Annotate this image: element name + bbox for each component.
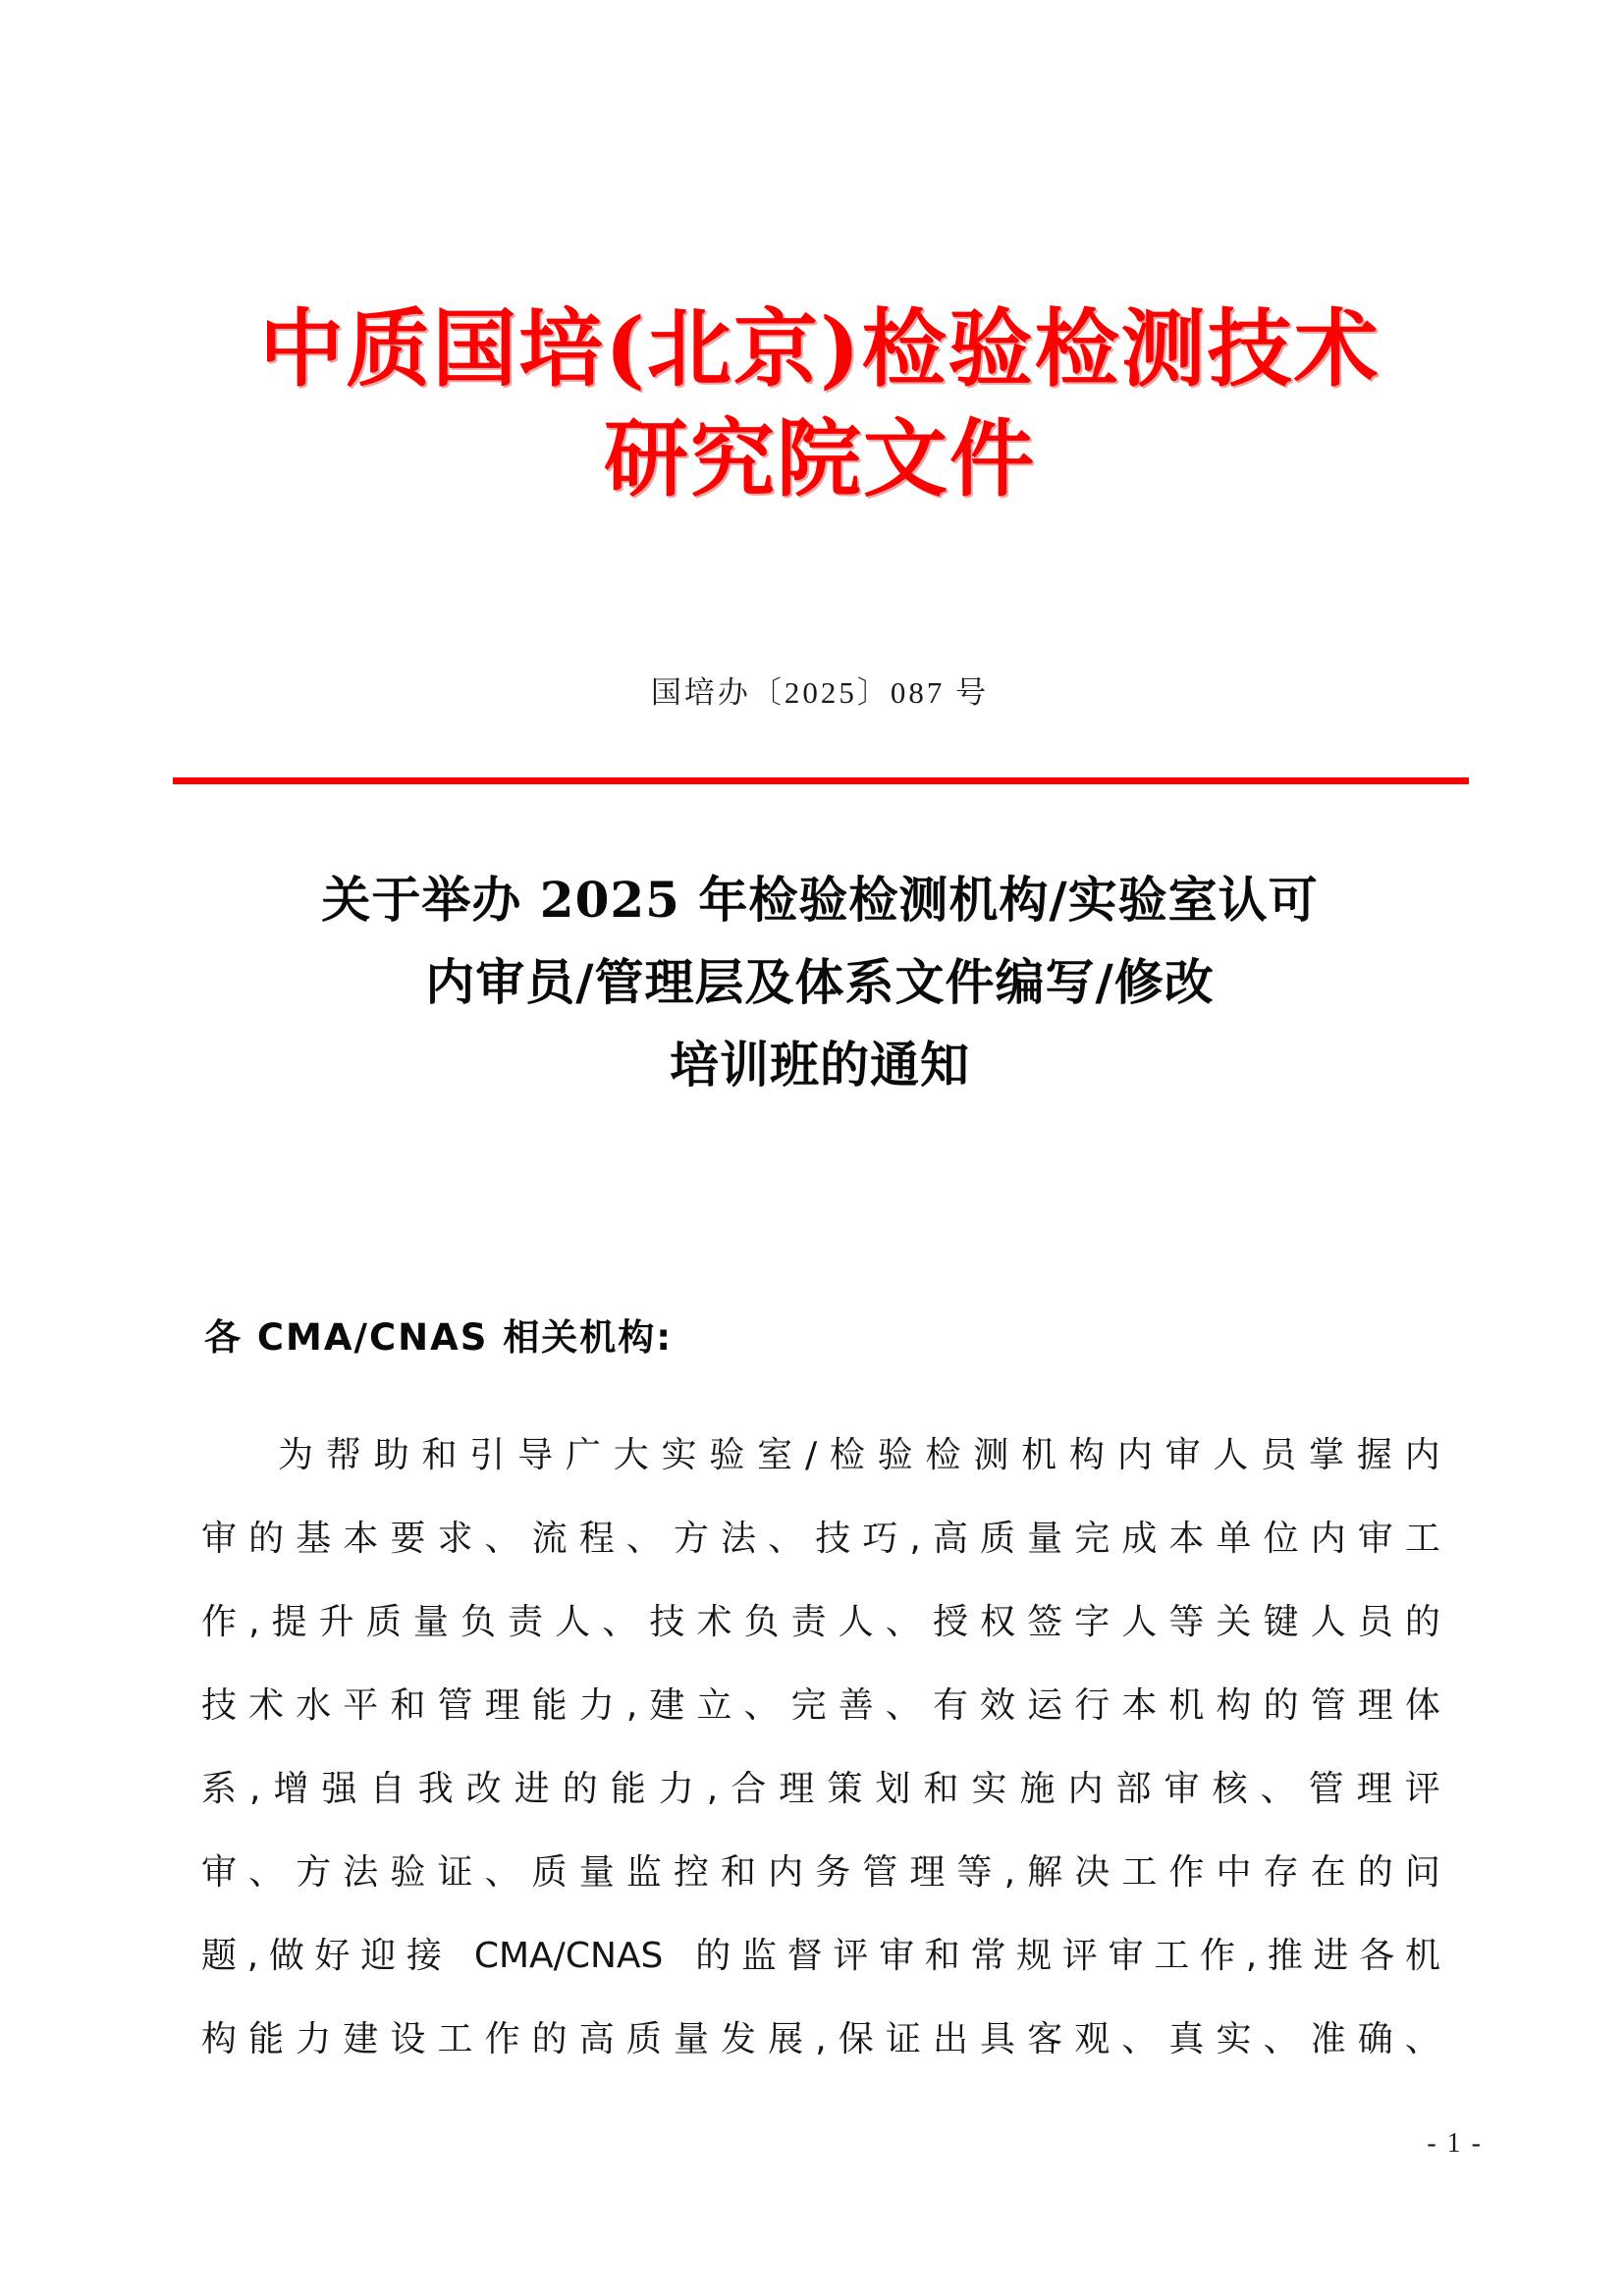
body-line: 构 能 力 建 设 工 作 的 高 质 量 发 展 , 保 证 出 具 客 观 、 真 实 、 准 确 、 — [201, 2019, 1440, 2059]
body-line: 审 、 方 法 验 证 、 质 量 监 控 和 内 务 管 理 等 , 解 决 工 作 中 存 在 的 问 — [201, 1852, 1440, 1893]
masthead-line-1: 中质国培(北京)检验检测技术 — [259, 299, 1380, 399]
body-line: 系 , 增 强 自 我 改 进 的 能 力 , 合 理 策 划 和 实 施 内 部 审 核 、 管 理 评 — [201, 1769, 1440, 1809]
masthead-line-2: 研究院文件 — [604, 409, 1036, 508]
body-line: 题 , 做 好 迎 接 CMA/CNAS 的 监 督 评 审 和 常 规 评 审 工 作 , 推 进 各 机 — [201, 1936, 1440, 1976]
body-line: 作 , 提 升 质 量 负 责 人 、 技 术 负 责 人 、 授 权 签 字 人 等 关 键 人 员 的 — [201, 1602, 1440, 1642]
masthead — [172, 294, 1468, 514]
page-title — [187, 859, 1453, 1106]
red-divider-rule — [173, 777, 1469, 784]
body-line: 审 的 基 本 要 求 、 流 程 、 方 法 、 技 巧 , 高 质 量 完 成 本 单 位 内 审 工 — [201, 1519, 1440, 1559]
document-number: 国培办〔2025〕087 号 — [650, 675, 990, 710]
page-number: - 1 - — [1427, 2128, 1483, 2159]
body-paragraph — [201, 1414, 1440, 2081]
salutation: 各 CMA/CNAS 相关机构: — [204, 1316, 674, 1359]
body-line: 技 术 水 平 和 管 理 能 力 , 建 立 、 完 善 、 有 效 运 行 本 机 构 的 管 理 体 — [201, 1685, 1440, 1726]
title-line-3: 培训班的通知 — [670, 1036, 970, 1094]
title-line-2: 内审员/管理层及体系文件编写/修改 — [425, 953, 1215, 1011]
title-line-1: 关于举办 2025 年检验检测机构/实验室认可 — [321, 871, 1319, 929]
body-line: 为 帮 助 和 引 导 广 大 实 验 室 / 检 验 检 测 机 构 内 审 人 员 掌 握 内 — [278, 1435, 1440, 1475]
